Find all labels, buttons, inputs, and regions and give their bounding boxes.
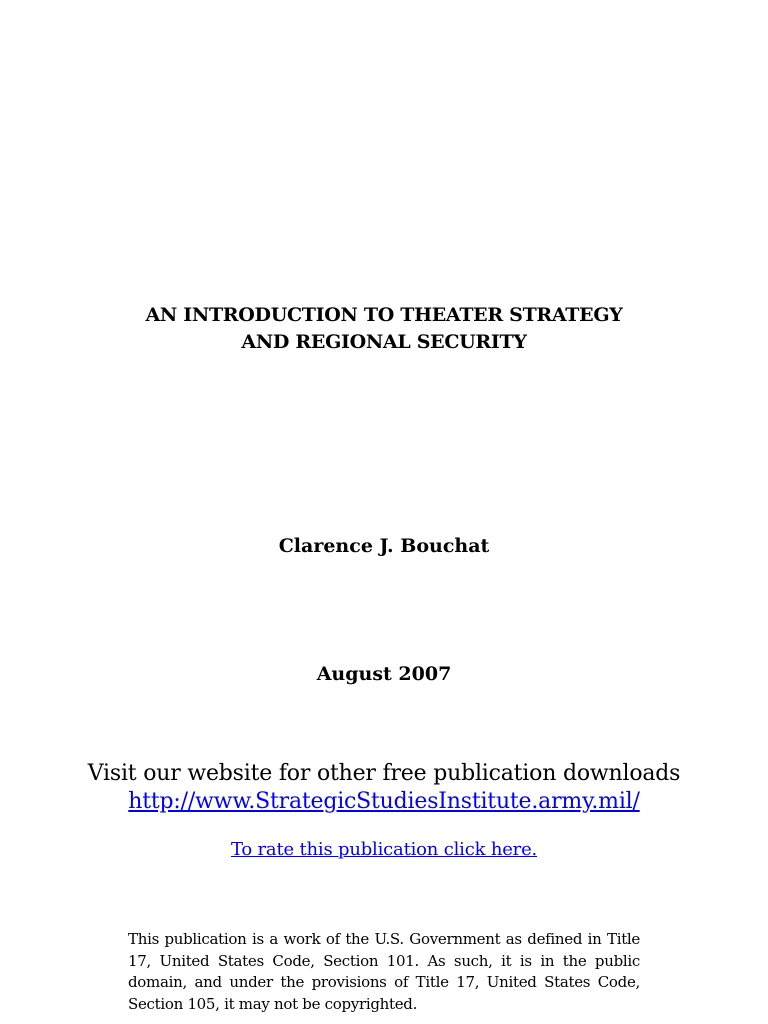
title-line-1: AN INTRODUCTION TO THEATER STRATEGY <box>145 304 623 326</box>
copyright-notice: This publication is a work of the U.S. Government as defined in Title 17, United States Code, Section 101. As such, it is in the public domain, and under the provisions of Title 17, United States Code, Section 105, it may not be copyrighted. <box>128 930 640 1013</box>
rate-publication-link[interactable]: To rate this publication click here. <box>230 839 538 860</box>
author-name: Clarence J. Bouchat <box>278 535 490 557</box>
rate-section <box>0 838 768 862</box>
website-section <box>0 760 768 816</box>
publication-date: August 2007 <box>316 663 452 685</box>
website-link[interactable]: http://www.StrategicStudiesInstitute.army.mil/ <box>128 789 640 814</box>
publication-title <box>0 302 768 356</box>
website-prompt: Visit our website for other free publication downloads <box>87 761 681 786</box>
title-line-2: AND REGIONAL SECURITY <box>241 331 527 353</box>
